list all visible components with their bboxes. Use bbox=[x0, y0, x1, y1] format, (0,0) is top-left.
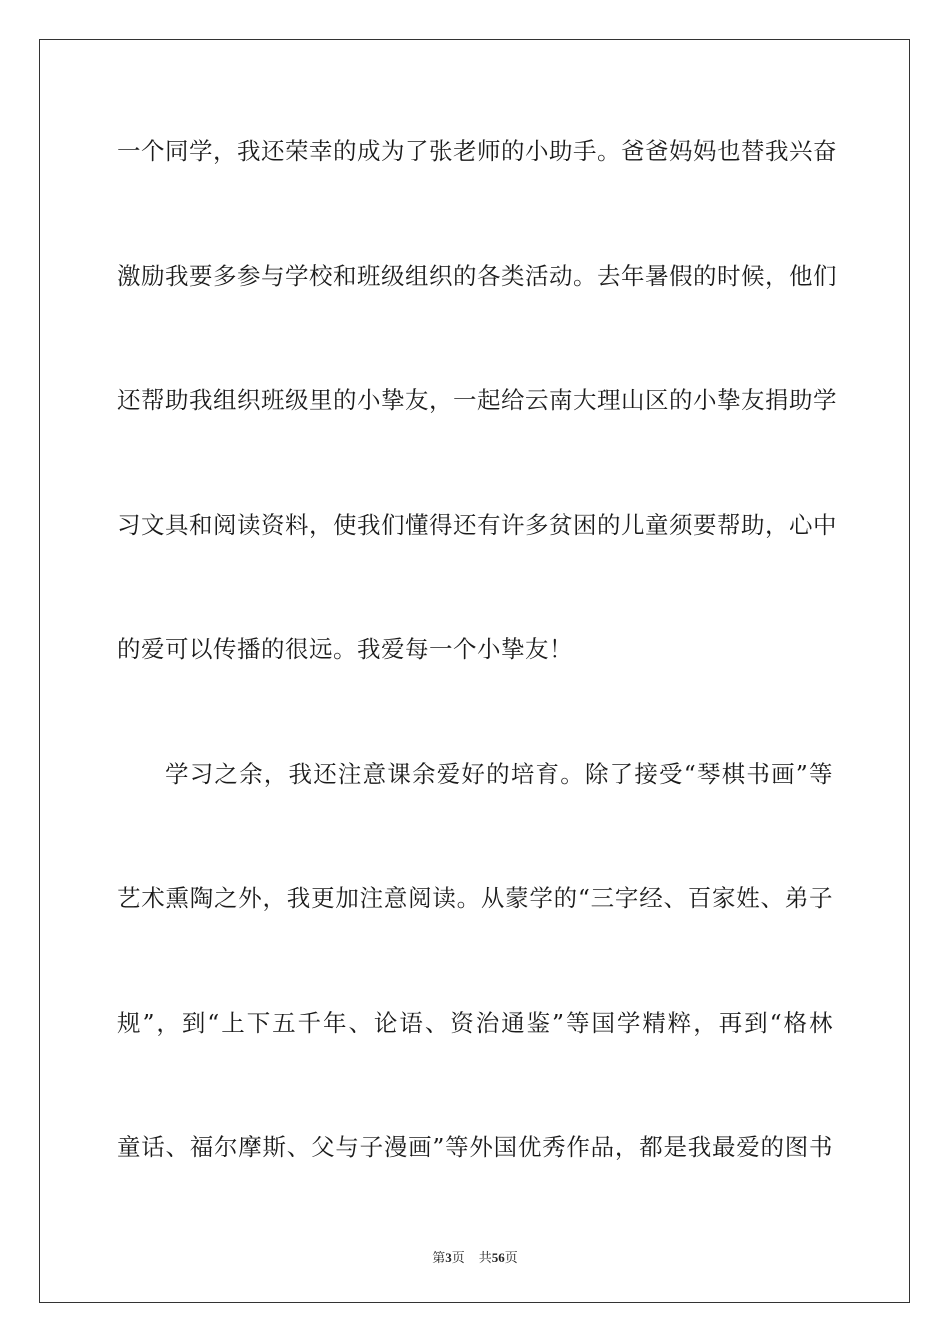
text-line: 习文具和阅读资料，使我们懂得还有许多贫困的儿童须要帮助，心中 bbox=[117, 510, 837, 539]
page-prefix: 第 bbox=[432, 1251, 446, 1266]
text-line: 的爱可以传播的很远。我爱每一个小挚友！ bbox=[117, 635, 573, 663]
text-line: 一个同学，我还荣幸的成为了张老师的小助手。爸爸妈妈也替我兴奋 bbox=[117, 137, 837, 165]
text-line: 激励我要多参与学校和班级组织的各类活动。去年暑假的时候，他们 bbox=[117, 261, 837, 290]
text-line: 童话、福尔摩斯、父与子漫画”等外国优秀作品，都是我最爱的图书 bbox=[117, 1133, 833, 1161]
text-line: 还帮助我组织班级里的小挚友，一起给云南大理山区的小挚友捐助学 bbox=[117, 386, 837, 414]
page-suffix: 页 bbox=[451, 1251, 465, 1266]
total-pages: 56 bbox=[491, 1250, 505, 1265]
document-body bbox=[117, 120, 837, 1241]
page-footer bbox=[0, 1247, 950, 1266]
page-number: 3 bbox=[445, 1250, 452, 1265]
text-line: 规”，到“上下五千年、论语、资治通鉴”等国学精粹，再到“格林 bbox=[117, 1008, 833, 1037]
paragraph-start-line: 学习之余，我还注意课余爱好的培育。除了接受“琴棋书画”等 bbox=[165, 759, 833, 788]
total-prefix: 共 bbox=[478, 1251, 492, 1266]
total-suffix: 页 bbox=[504, 1251, 518, 1266]
text-line: 艺术熏陶之外，我更加注意阅读。从蒙学的“三字经、百家姓、弟子 bbox=[117, 884, 833, 912]
